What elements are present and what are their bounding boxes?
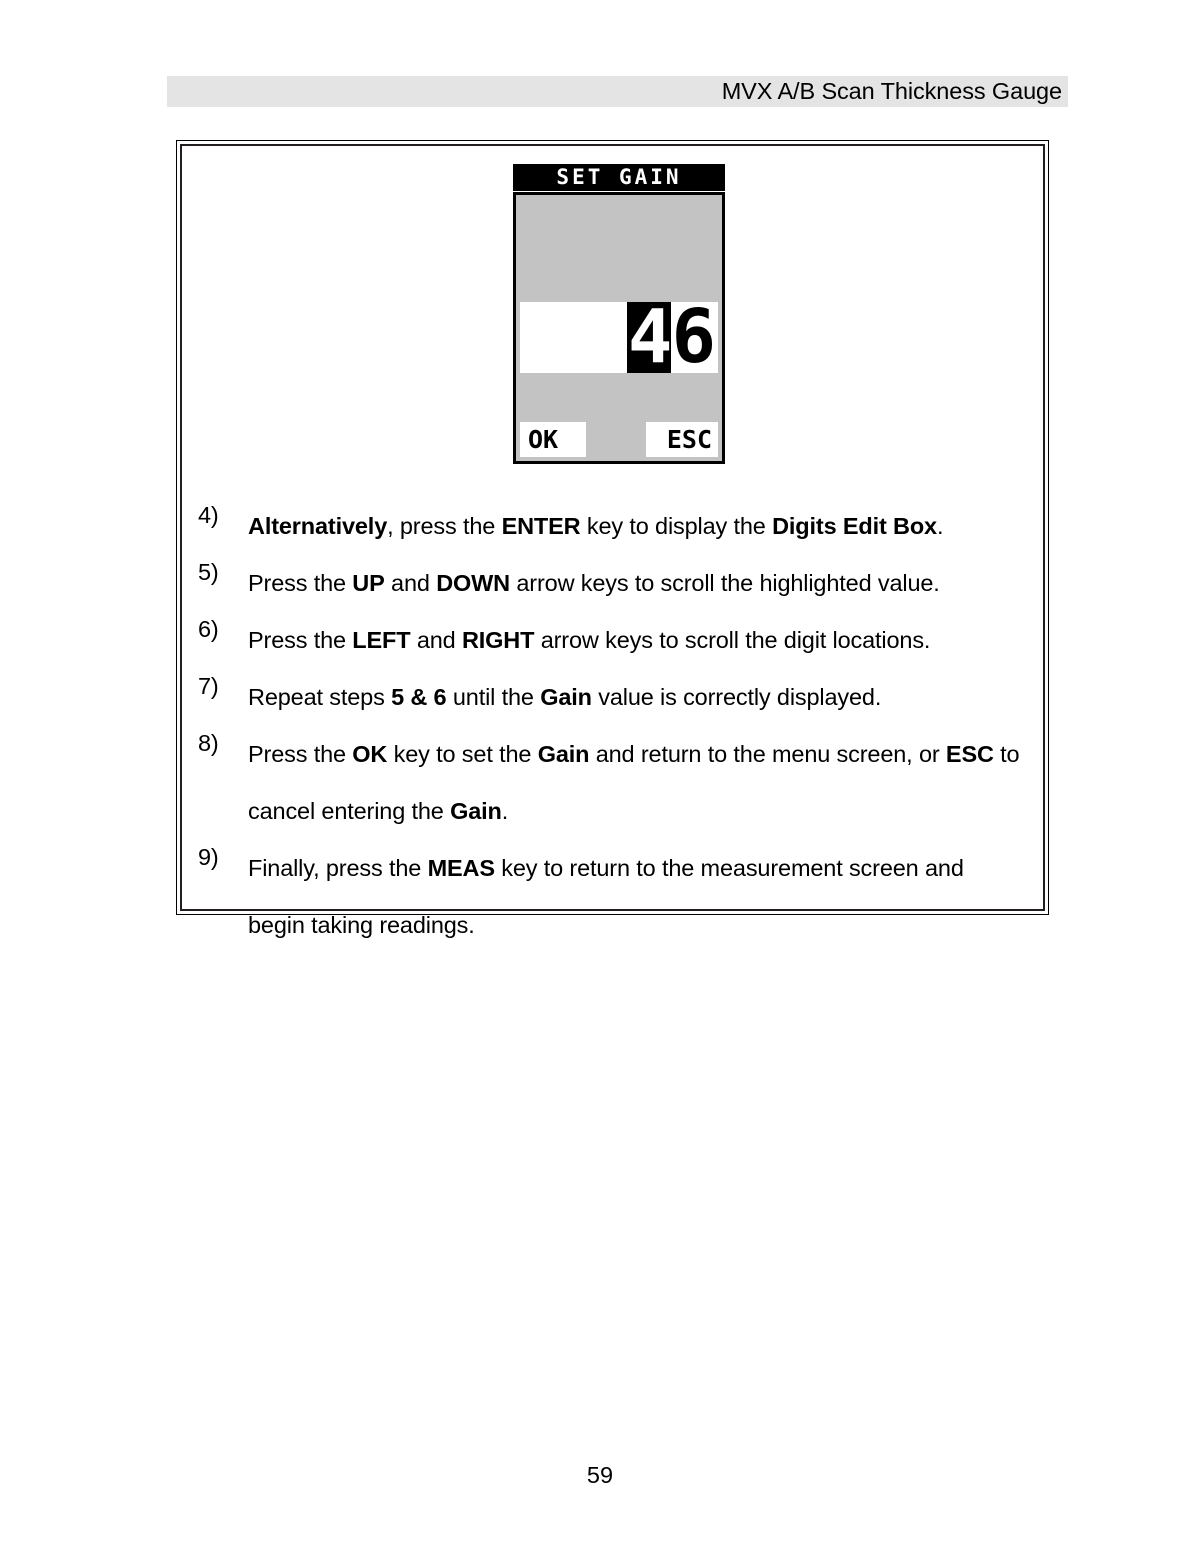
step-text-segment: Repeat steps — [248, 684, 392, 710]
page-header-title: MVX A/B Scan Thickness Gauge — [721, 78, 1062, 104]
step-text — [248, 726, 1036, 783]
step-text-segment: , press the — [387, 513, 502, 539]
step-text — [248, 840, 1036, 897]
step-text-segment: key to display the — [580, 513, 773, 539]
instruction-step-list — [198, 498, 1036, 954]
step-text-segment: until the — [446, 684, 541, 710]
step-text-segment: . — [501, 798, 509, 824]
instruction-step — [198, 840, 1036, 954]
step-text-segment: and return to the menu screen, or — [589, 741, 946, 767]
content-box-outer-border — [176, 140, 1049, 938]
instruction-step — [198, 612, 1036, 669]
emphasized-term: RIGHT — [461, 627, 535, 653]
unselected-digit[interactable]: 6 — [671, 302, 714, 373]
emphasized-term: Gain — [540, 684, 592, 710]
lcd-screen-frame — [513, 192, 725, 464]
step-text-segment: . — [936, 513, 944, 539]
step-text-segment: arrow keys to scroll the digit locations. — [534, 627, 931, 653]
step-text — [248, 612, 1036, 669]
selected-digit[interactable]: 4 — [627, 302, 672, 373]
step-text-segment: and — [410, 627, 462, 653]
step-text-segment: Press the — [248, 570, 353, 596]
emphasized-term: Gain — [450, 798, 502, 824]
content-box — [180, 144, 1045, 938]
emphasized-term: Alternatively — [248, 513, 388, 539]
emphasized-term: 5 & 6 — [391, 684, 447, 710]
step-text-segment: key to return to the measurement screen and — [494, 855, 964, 881]
instruction-step — [198, 555, 1036, 612]
step-text-segment: begin taking readings. — [248, 912, 475, 938]
step-number: 5) — [198, 559, 219, 585]
digits-edit-box[interactable] — [520, 302, 718, 373]
gain-value-display — [627, 302, 714, 373]
step-text-segment: and — [384, 570, 437, 596]
lcd-title-bar: SET GAIN — [513, 164, 725, 191]
instruction-step — [198, 498, 1036, 555]
step-text-segment: Press the — [248, 741, 353, 767]
step-number: 8) — [198, 730, 219, 756]
esc-button[interactable]: ESC — [646, 422, 718, 457]
emphasized-term: OK — [352, 741, 388, 767]
step-text — [248, 555, 1036, 612]
step-text-segment: to — [993, 741, 1020, 767]
step-text — [248, 498, 1036, 555]
step-number: 7) — [198, 673, 219, 699]
step-text-segment: Press the — [248, 627, 353, 653]
emphasized-term: Digits Edit Box — [772, 513, 937, 539]
step-text-continuation — [248, 783, 1036, 840]
ok-button[interactable]: OK — [520, 422, 586, 457]
step-text-segment: arrow keys to scroll the highlighted value. — [510, 570, 940, 596]
step-text-segment: Finally, press the — [248, 855, 428, 881]
emphasized-term: ESC — [945, 741, 994, 767]
emphasized-term: LEFT — [352, 627, 411, 653]
step-text — [248, 669, 1036, 726]
step-text-continuation — [248, 897, 1036, 954]
emphasized-term: UP — [352, 570, 385, 596]
step-number: 6) — [198, 616, 219, 642]
emphasized-term: ENTER — [501, 513, 581, 539]
device-screen-figure — [513, 164, 725, 464]
page-header-band — [167, 76, 1068, 107]
page-number: 59 — [586, 1462, 614, 1488]
step-text-segment: value is correctly displayed. — [591, 684, 882, 710]
step-number: 4) — [198, 502, 219, 528]
instruction-step — [198, 726, 1036, 840]
step-text-segment: key to set the — [387, 741, 538, 767]
emphasized-term: DOWN — [436, 570, 510, 596]
emphasized-term: Gain — [537, 741, 590, 767]
lcd-softkey-bar — [520, 422, 718, 457]
emphasized-term: MEAS — [427, 855, 495, 881]
instruction-step — [198, 669, 1036, 726]
step-text-segment: cancel entering the — [248, 798, 451, 824]
step-number: 9) — [198, 844, 219, 870]
